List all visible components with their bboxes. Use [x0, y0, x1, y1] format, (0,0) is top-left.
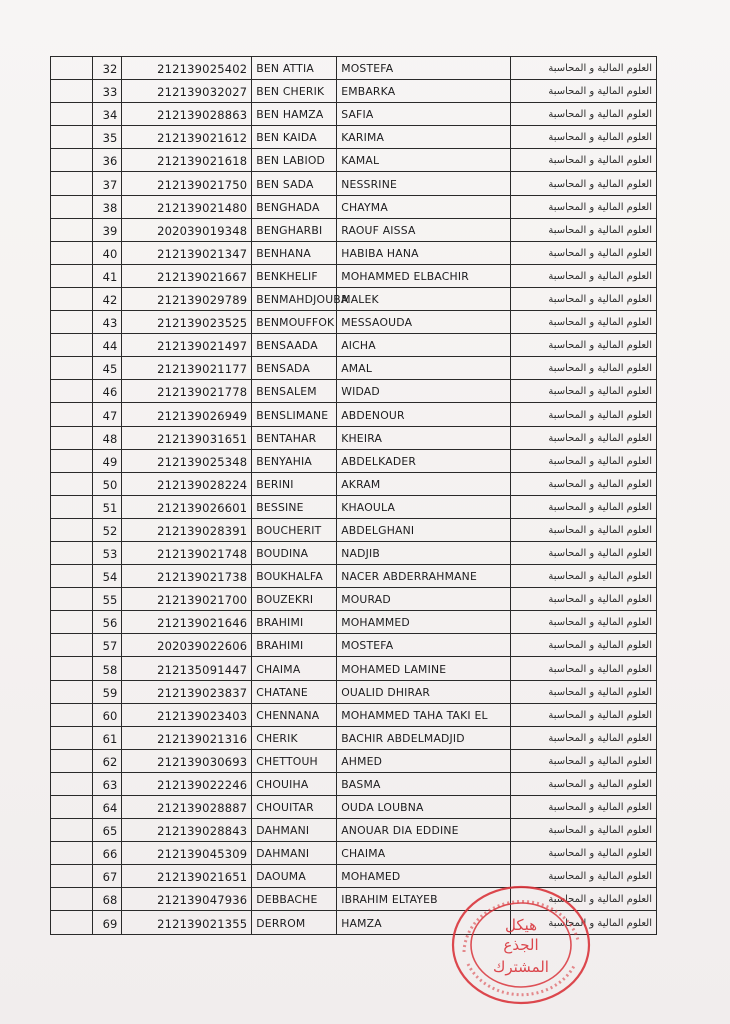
table-row [51, 518, 657, 541]
blank-cell [51, 611, 93, 634]
specialty: العلوم المالية و المحاسبة [511, 703, 657, 726]
row-number: 53 [92, 541, 121, 564]
blank-cell [51, 657, 93, 680]
specialty: العلوم المالية و المحاسبة [511, 380, 657, 403]
first-name: MOHAMMED ELBACHIR [337, 264, 511, 287]
blank-cell [51, 796, 93, 819]
row-number: 49 [92, 449, 121, 472]
registration-number: 212139021316 [122, 726, 252, 749]
row-number: 68 [92, 888, 121, 911]
first-name: ABDELKADER [337, 449, 511, 472]
table-row [51, 472, 657, 495]
specialty: العلوم المالية و المحاسبة [511, 357, 657, 380]
blank-cell [51, 726, 93, 749]
blank-cell [51, 449, 93, 472]
registration-number: 212139021667 [122, 264, 252, 287]
blank-cell [51, 218, 93, 241]
blank-cell [51, 518, 93, 541]
blank-cell [51, 334, 93, 357]
registration-number: 212139028224 [122, 472, 252, 495]
specialty: العلوم المالية و المحاسبة [511, 334, 657, 357]
table-row [51, 172, 657, 195]
first-name: MOHAMMED [337, 611, 511, 634]
specialty: العلوم المالية و المحاسبة [511, 865, 657, 888]
specialty: العلوم المالية و المحاسبة [511, 819, 657, 842]
last-name: BEN HAMZA [252, 103, 337, 126]
blank-cell [51, 287, 93, 310]
first-name: ANOUAR DIA EDDINE [337, 819, 511, 842]
stamp-text-line-1: هيكل [504, 916, 538, 934]
first-name: OUDA LOUBNA [337, 796, 511, 819]
specialty: العلوم المالية و المحاسبة [511, 680, 657, 703]
first-name: AMAL [337, 357, 511, 380]
table-row [51, 611, 657, 634]
first-name: KHAOULA [337, 495, 511, 518]
specialty: العلوم المالية و المحاسبة [511, 588, 657, 611]
table-row [51, 357, 657, 380]
specialty: العلوم المالية و المحاسبة [511, 103, 657, 126]
table-row [51, 241, 657, 264]
registration-number: 212139021618 [122, 149, 252, 172]
row-number: 46 [92, 380, 121, 403]
row-number: 43 [92, 311, 121, 334]
last-name: BENSALEM [252, 380, 337, 403]
row-number: 44 [92, 334, 121, 357]
blank-cell [51, 495, 93, 518]
last-name: CHAIMA [252, 657, 337, 680]
table-row [51, 749, 657, 772]
first-name: SAFIA [337, 103, 511, 126]
blank-cell [51, 772, 93, 795]
registration-number: 212139028391 [122, 518, 252, 541]
blank-cell [51, 842, 93, 865]
blank-cell [51, 634, 93, 657]
row-number: 38 [92, 195, 121, 218]
blank-cell [51, 541, 93, 564]
table-row [51, 495, 657, 518]
stamp-text-line-2: الجذع [503, 936, 539, 954]
registration-number: 212139021646 [122, 611, 252, 634]
row-number: 41 [92, 264, 121, 287]
last-name: DEBBACHE [252, 888, 337, 911]
first-name: OUALID DHIRAR [337, 680, 511, 703]
registration-number: 212139032027 [122, 80, 252, 103]
blank-cell [51, 57, 93, 80]
specialty: العلوم المالية و المحاسبة [511, 888, 657, 911]
first-name: ABDELGHANI [337, 518, 511, 541]
first-name: WIDAD [337, 380, 511, 403]
last-name: DAHMANI [252, 842, 337, 865]
blank-cell [51, 403, 93, 426]
specialty: العلوم المالية و المحاسبة [511, 565, 657, 588]
table-row [51, 588, 657, 611]
blank-cell [51, 357, 93, 380]
specialty: العلوم المالية و المحاسبة [511, 57, 657, 80]
row-number: 57 [92, 634, 121, 657]
registration-number: 212135091447 [122, 657, 252, 680]
last-name: BENHANA [252, 241, 337, 264]
blank-cell [51, 703, 93, 726]
table-row [51, 634, 657, 657]
official-stamp [446, 882, 596, 1008]
first-name: CHAYMA [337, 195, 511, 218]
first-name: HABIBA HANA [337, 241, 511, 264]
row-number: 51 [92, 495, 121, 518]
registration-number: 212139021651 [122, 865, 252, 888]
table-row [51, 426, 657, 449]
specialty: العلوم المالية و المحاسبة [511, 657, 657, 680]
registration-number: 212139021612 [122, 126, 252, 149]
specialty: العلوم المالية و المحاسبة [511, 80, 657, 103]
first-name: BACHIR ABDELMADJID [337, 726, 511, 749]
first-name: NADJIB [337, 541, 511, 564]
table-row [51, 218, 657, 241]
stamp-text-line-3: المشترك [493, 958, 549, 976]
last-name: BRAHIMI [252, 634, 337, 657]
last-name: BENMAHDJOUBA [252, 287, 337, 310]
last-name: BENSLIMANE [252, 403, 337, 426]
specialty: العلوم المالية و المحاسبة [511, 726, 657, 749]
blank-cell [51, 588, 93, 611]
blank-cell [51, 172, 93, 195]
blank-cell [51, 80, 93, 103]
row-number: 69 [92, 911, 121, 934]
registration-number: 212139025348 [122, 449, 252, 472]
registration-number: 212139023525 [122, 311, 252, 334]
specialty: العلوم المالية و المحاسبة [511, 472, 657, 495]
first-name: KARIMA [337, 126, 511, 149]
last-name: BEN KAIDA [252, 126, 337, 149]
table-row [51, 264, 657, 287]
row-number: 37 [92, 172, 121, 195]
first-name: RAOUF AISSA [337, 218, 511, 241]
first-name: HAMZA [337, 911, 511, 934]
row-number: 52 [92, 518, 121, 541]
blank-cell [51, 264, 93, 287]
blank-cell [51, 472, 93, 495]
row-number: 64 [92, 796, 121, 819]
row-number: 58 [92, 657, 121, 680]
blank-cell [51, 911, 93, 934]
last-name: CHOUIHA [252, 772, 337, 795]
row-number: 32 [92, 57, 121, 80]
first-name: MOHAMMED TAHA TAKI EL [337, 703, 511, 726]
last-name: CHENNANA [252, 703, 337, 726]
first-name: MALEK [337, 287, 511, 310]
specialty: العلوم المالية و المحاسبة [511, 264, 657, 287]
table-row [51, 80, 657, 103]
roster-body [51, 57, 657, 935]
first-name: AHMED [337, 749, 511, 772]
first-name: KHEIRA [337, 426, 511, 449]
last-name: BRAHIMI [252, 611, 337, 634]
blank-cell [51, 888, 93, 911]
row-number: 62 [92, 749, 121, 772]
blank-cell [51, 819, 93, 842]
specialty: العلوم المالية و المحاسبة [511, 218, 657, 241]
registration-number: 212139023837 [122, 680, 252, 703]
row-number: 59 [92, 680, 121, 703]
specialty: العلوم المالية و المحاسبة [511, 195, 657, 218]
last-name: BOUDINA [252, 541, 337, 564]
table-row [51, 726, 657, 749]
row-number: 48 [92, 426, 121, 449]
table-row [51, 380, 657, 403]
row-number: 61 [92, 726, 121, 749]
registration-number: 212139026949 [122, 403, 252, 426]
table-row [51, 287, 657, 310]
row-number: 34 [92, 103, 121, 126]
last-name: CHOUITAR [252, 796, 337, 819]
row-number: 45 [92, 357, 121, 380]
specialty: العلوم المالية و المحاسبة [511, 541, 657, 564]
last-name: BEN ATTIA [252, 57, 337, 80]
table-row [51, 772, 657, 795]
specialty: العلوم المالية و المحاسبة [511, 149, 657, 172]
blank-cell [51, 149, 93, 172]
row-number: 54 [92, 565, 121, 588]
registration-number: 212139028863 [122, 103, 252, 126]
first-name: MOSTEFA [337, 634, 511, 657]
registration-number: 202039022606 [122, 634, 252, 657]
last-name: DAHMANI [252, 819, 337, 842]
specialty: العلوم المالية و المحاسبة [511, 842, 657, 865]
last-name: CHETTOUH [252, 749, 337, 772]
registration-number: 212139022246 [122, 772, 252, 795]
specialty: العلوم المالية و المحاسبة [511, 426, 657, 449]
row-number: 40 [92, 241, 121, 264]
row-number: 63 [92, 772, 121, 795]
blank-cell [51, 565, 93, 588]
blank-cell [51, 680, 93, 703]
last-name: BENYAHIA [252, 449, 337, 472]
table-row [51, 449, 657, 472]
registration-number: 212139045309 [122, 842, 252, 865]
specialty: العلوم المالية و المحاسبة [511, 172, 657, 195]
registration-number: 212139021497 [122, 334, 252, 357]
table-row [51, 311, 657, 334]
table-row [51, 842, 657, 865]
first-name: EMBARKA [337, 80, 511, 103]
registration-number: 212139029789 [122, 287, 252, 310]
first-name: CHAIMA [337, 842, 511, 865]
blank-cell [51, 865, 93, 888]
specialty: العلوم المالية و المحاسبة [511, 796, 657, 819]
first-name: MOHAMED [337, 865, 511, 888]
last-name: BEN SADA [252, 172, 337, 195]
last-name: CHATANE [252, 680, 337, 703]
registration-number: 212139025402 [122, 57, 252, 80]
last-name: BENGHADA [252, 195, 337, 218]
last-name: BENKHELIF [252, 264, 337, 287]
registration-number: 212139021748 [122, 541, 252, 564]
student-roster-table [50, 56, 657, 935]
table-row [51, 103, 657, 126]
specialty: العلوم المالية و المحاسبة [511, 911, 657, 934]
table-row [51, 403, 657, 426]
table-row [51, 541, 657, 564]
row-number: 60 [92, 703, 121, 726]
last-name: BENTAHAR [252, 426, 337, 449]
specialty: العلوم المالية و المحاسبة [511, 749, 657, 772]
registration-number: 212139047936 [122, 888, 252, 911]
table-row [51, 149, 657, 172]
last-name: CHERIK [252, 726, 337, 749]
last-name: BENSAADA [252, 334, 337, 357]
blank-cell [51, 380, 93, 403]
specialty: العلوم المالية و المحاسبة [511, 611, 657, 634]
registration-number: 212139030693 [122, 749, 252, 772]
row-number: 56 [92, 611, 121, 634]
first-name: IBRAHIM ELTAYEB [337, 888, 511, 911]
last-name: DAOUMA [252, 865, 337, 888]
last-name: BESSINE [252, 495, 337, 518]
registration-number: 212139021778 [122, 380, 252, 403]
registration-number: 212139026601 [122, 495, 252, 518]
last-name: BEN LABIOD [252, 149, 337, 172]
table-row [51, 796, 657, 819]
registration-number: 212139023403 [122, 703, 252, 726]
first-name: MESSAOUDA [337, 311, 511, 334]
registration-number: 212139021177 [122, 357, 252, 380]
specialty: العلوم المالية و المحاسبة [511, 772, 657, 795]
first-name: BASMA [337, 772, 511, 795]
first-name: AKRAM [337, 472, 511, 495]
table-row [51, 126, 657, 149]
row-number: 50 [92, 472, 121, 495]
first-name: MOHAMED LAMINE [337, 657, 511, 680]
row-number: 36 [92, 149, 121, 172]
table-row [51, 819, 657, 842]
blank-cell [51, 749, 93, 772]
table-row [51, 703, 657, 726]
table-row [51, 57, 657, 80]
blank-cell [51, 126, 93, 149]
registration-number: 212139021480 [122, 195, 252, 218]
row-number: 39 [92, 218, 121, 241]
registration-number: 212139021355 [122, 911, 252, 934]
row-number: 33 [92, 80, 121, 103]
last-name: BEN CHERIK [252, 80, 337, 103]
registration-number: 202039019348 [122, 218, 252, 241]
registration-number: 212139028887 [122, 796, 252, 819]
specialty: العلوم المالية و المحاسبة [511, 126, 657, 149]
last-name: BOUZEKRI [252, 588, 337, 611]
last-name: BENSADA [252, 357, 337, 380]
first-name: KAMAL [337, 149, 511, 172]
blank-cell [51, 103, 93, 126]
row-number: 42 [92, 287, 121, 310]
last-name: DERROM [252, 911, 337, 934]
registration-number: 212139021738 [122, 565, 252, 588]
first-name: MOSTEFA [337, 57, 511, 80]
row-number: 66 [92, 842, 121, 865]
specialty: العلوم المالية و المحاسبة [511, 311, 657, 334]
table-row [51, 565, 657, 588]
blank-cell [51, 241, 93, 264]
table-row [51, 195, 657, 218]
specialty: العلوم المالية و المحاسبة [511, 403, 657, 426]
table-row [51, 657, 657, 680]
first-name: MOURAD [337, 588, 511, 611]
table-row [51, 334, 657, 357]
specialty: العلوم المالية و المحاسبة [511, 495, 657, 518]
specialty: العلوم المالية و المحاسبة [511, 518, 657, 541]
blank-cell [51, 195, 93, 218]
table-row [51, 680, 657, 703]
specialty: العلوم المالية و المحاسبة [511, 449, 657, 472]
row-number: 35 [92, 126, 121, 149]
first-name: AICHA [337, 334, 511, 357]
last-name: BERINI [252, 472, 337, 495]
last-name: BOUKHALFA [252, 565, 337, 588]
blank-cell [51, 426, 93, 449]
registration-number: 212139021700 [122, 588, 252, 611]
first-name: ABDENOUR [337, 403, 511, 426]
row-number: 65 [92, 819, 121, 842]
registration-number: 212139028843 [122, 819, 252, 842]
specialty: العلوم المالية و المحاسبة [511, 241, 657, 264]
first-name: NESSRINE [337, 172, 511, 195]
first-name: NACER ABDERRAHMANE [337, 565, 511, 588]
row-number: 55 [92, 588, 121, 611]
specialty: العلوم المالية و المحاسبة [511, 634, 657, 657]
row-number: 67 [92, 865, 121, 888]
last-name: BOUCHERIT [252, 518, 337, 541]
registration-number: 212139021750 [122, 172, 252, 195]
specialty: العلوم المالية و المحاسبة [511, 287, 657, 310]
last-name: BENMOUFFOK [252, 311, 337, 334]
row-number: 47 [92, 403, 121, 426]
blank-cell [51, 311, 93, 334]
registration-number: 212139031651 [122, 426, 252, 449]
registration-number: 212139021347 [122, 241, 252, 264]
last-name: BENGHARBI [252, 218, 337, 241]
